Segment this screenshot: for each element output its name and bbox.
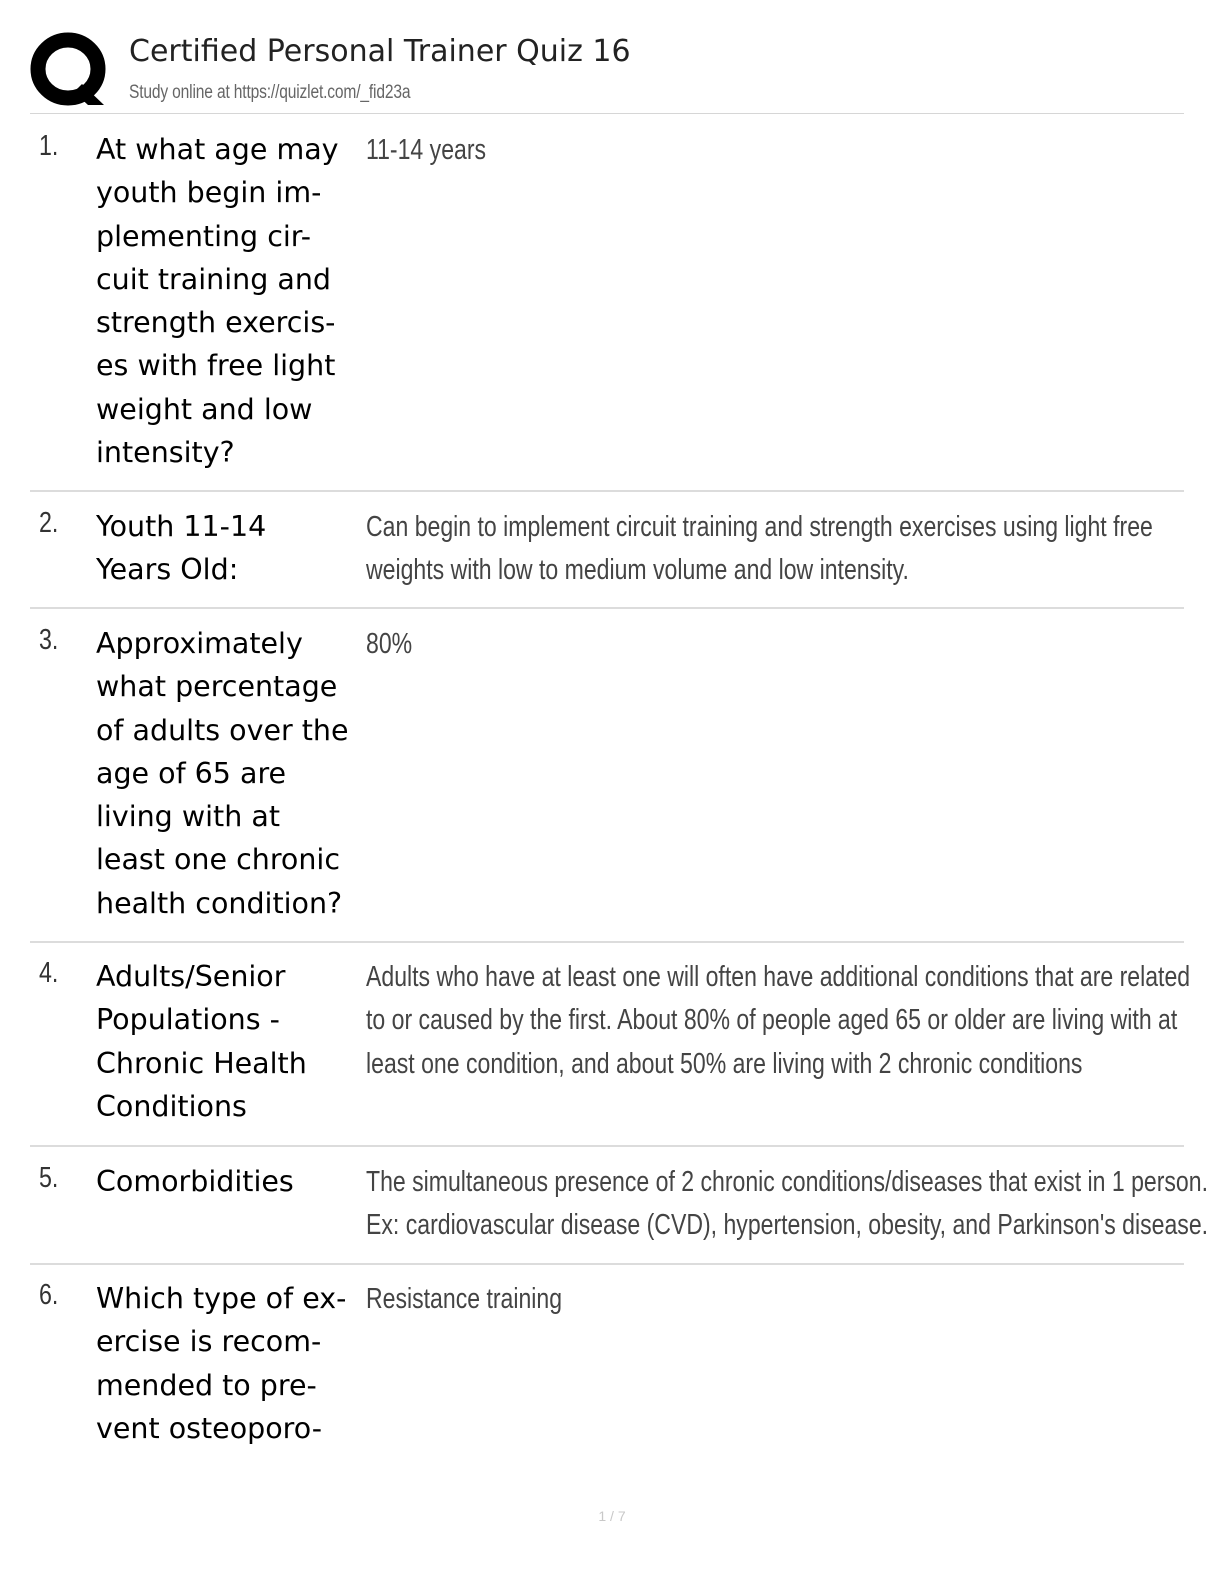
card-number: 1. [39,130,59,162]
card-number: 3. [39,624,59,656]
card-term: At what age may youth begin im- plementing cir- cuit training and strength exercis- es with free light weight and low intensity? [96,133,339,470]
card-number: 2. [39,507,59,539]
row-divider [30,941,1184,943]
card-term: Comorbidities [96,1165,294,1198]
card-term: Adults/Senior Populations - Chronic Health Conditions [96,960,307,1123]
page-number: 1 / 7 [598,1508,626,1524]
card-definition: Adults who have at least one will often have additional conditions that are related to or caused by the first. About 80% of people aged 65 or older are living with at least one condition, and about 50% are living with 2 chronic conditions [366,961,1191,1080]
page-title: Certified Personal Trainer Quiz 16 [129,34,631,69]
card-definition: 80% [366,628,413,660]
card-definition: 11-14 years [366,134,487,166]
card-term: Approximately what percentage of adults over the age of 65 are living with at least one chronic health condition? [96,627,349,920]
card-term: Youth 11-14 Years Old: [96,510,267,587]
row-divider [30,490,1184,492]
row-divider [30,607,1184,609]
card-definition: Resistance training [366,1283,563,1315]
card-number: 5. [39,1162,59,1194]
card-number: 4. [39,957,59,989]
row-divider [30,1263,1184,1265]
card-definition: Can begin to implement circuit training and strength exercises using light free weights with low to medium volume and low intensity. [366,511,1153,587]
quizlet-logo [30,32,110,108]
row-divider [30,1145,1184,1147]
card-definition: The simultaneous presence of 2 chronic conditions/diseases that exist in 1 person. Ex: cardiovascular disease (CVD), hypertension, obesity, and Parkinson's disease. [366,1166,1209,1242]
card-number: 6. [39,1279,59,1311]
header-divider [30,113,1184,114]
study-link[interactable]: Study online at https://quizlet.com/_fid23a [129,82,411,103]
card-term: Which type of ex- ercise is recom- mended to pre- vent osteoporo- [96,1282,347,1445]
